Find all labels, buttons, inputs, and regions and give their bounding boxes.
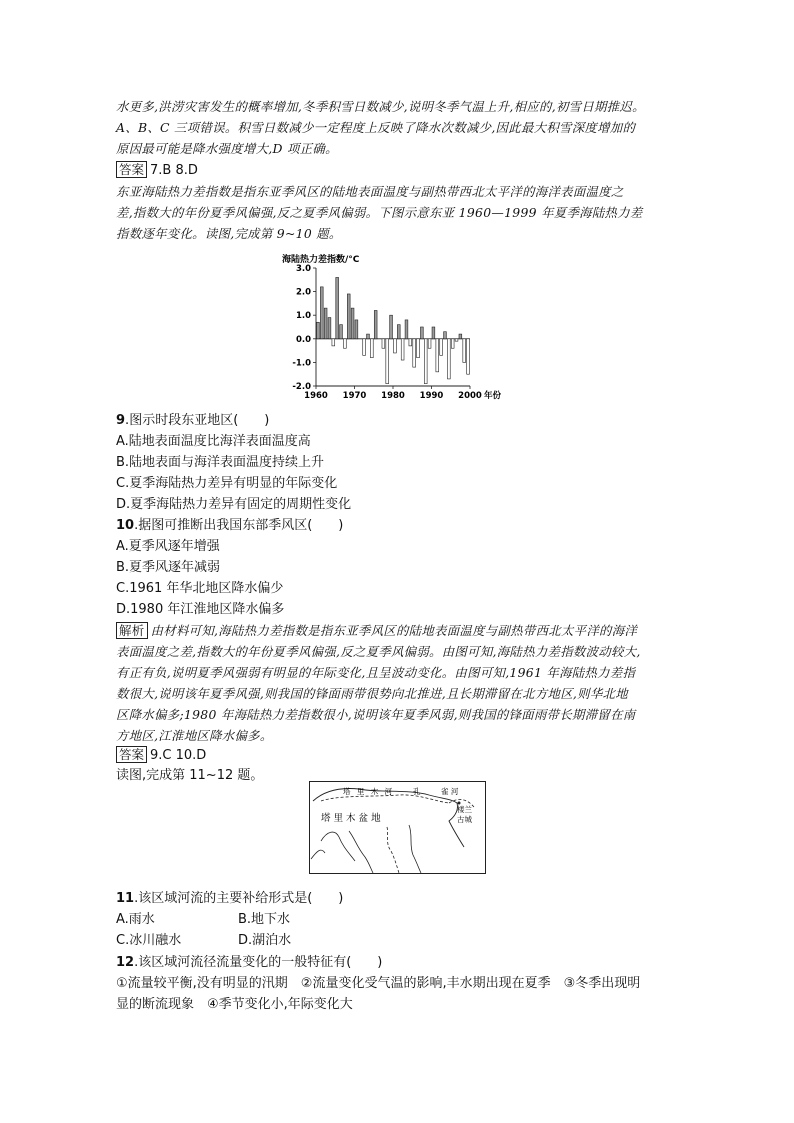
bar-chart (270, 250, 510, 402)
question-12: 12.该区域河流径流量变化的一般特征有( ) ①流量较平衡,没有明显的汛期 ②流量变化受气温的影响,丰水期出现在夏季 ③冬季出现明 显的断流现象 ④季节变化小,年际变化大 (116, 952, 682, 1015)
text-line: 差,指数大的年份夏季风偏强,反之夏季风偏弱。下图示意东亚 1960—1999 年夏季海陆热力差 (116, 205, 643, 220)
option-a: A.陆地表面温度比海洋表面温度高 (116, 434, 311, 449)
answer-text: 7.B 8.D (150, 163, 198, 178)
x-tick-label: 1980 (381, 391, 405, 401)
option-d: D.湖泊水 (238, 933, 292, 948)
option-d: D.1980 年江淮地区降水偏多 (116, 602, 285, 617)
text-line: A、B、C 三项错误。积雪日数减少一定程度上反映了降水次数减少,因此最大积雪深度增加的 (116, 120, 636, 135)
answer-tag: 答案 (116, 161, 147, 178)
x-tick-label: 2000 (458, 391, 482, 401)
bar-1972 (363, 339, 366, 356)
x-tick-label: 1970 (342, 391, 367, 401)
x-tick-label: 1960 (304, 391, 328, 401)
bar-1960 (317, 322, 320, 339)
statements-line: ①流量较平衡,没有明显的汛期 ②流量变化受气温的影响,丰水期出现在夏季 ③冬季出现明 (116, 976, 641, 991)
option-c: C.冰川融水 (116, 933, 182, 948)
bar-1965 (336, 277, 339, 338)
text-line: 指数逐年变化。读图,完成第 9~10 题。 (116, 226, 342, 241)
bar-1994 (447, 339, 450, 379)
question-10: 10.据图可推断出我国东部季风区( ) A.夏季风逐年增强 B.夏季风逐年减弱 C.1961 年华北地区降水偏少 D.1980 年江淮地区降水偏多 (116, 515, 682, 620)
y-tick-label: 2.0 (295, 287, 311, 298)
bar-1961 (320, 287, 323, 339)
bar-1984 (409, 339, 412, 346)
map-label-kongque-river: 雀 河 (441, 787, 459, 796)
bar-1993 (444, 332, 447, 339)
question-stem: 据图可推断出我国东部季风区( ) (138, 518, 344, 533)
text-line: 水更多,洪涝灾害发生的概率增加,冬季积雪日数减少,说明冬季气温上升,相应的,初雪日期推迟。 (116, 99, 645, 114)
option-b: B.陆地表面与海洋表面温度持续上升 (116, 455, 325, 470)
question-9: 9.图示时段东亚地区( ) A.陆地表面温度比海洋表面温度高 B.陆地表面与海洋表面温度持续上升 C.夏季海陆热力差异有明显的年际变化 D.夏季海陆热力差异有固定的周期性变化 (116, 410, 682, 515)
bar-1989 (428, 339, 431, 348)
bar-1996 (455, 339, 458, 341)
option-a: A.雨水 (116, 912, 155, 927)
bar-1975 (374, 310, 377, 338)
question-stem: 该区域河流的主要补给形式是( ) (138, 891, 344, 906)
bar-1987 (420, 327, 423, 339)
map-label-kongque: 孔 (413, 787, 421, 796)
answer-row (116, 160, 682, 181)
chart-title: 海陆热力差指数/°C (282, 255, 360, 265)
text-line: 有正有负,说明夏季风强弱有明显的年际变化,且呈波动变化。由图可知,1961 年海陆热力差指 (116, 665, 636, 680)
bar-1962 (324, 308, 327, 339)
option-b: B.夏季风逐年减弱 (116, 560, 221, 575)
tarim-basin-map (309, 781, 486, 874)
bar-1973 (367, 334, 370, 339)
bar-1970 (355, 320, 358, 339)
text-line: 由材料可知,海陆热力差指数是指东亚季风区的陆地表面温度与副热带西北太平洋的海洋 (150, 623, 638, 638)
text-line: 原因最可能是降水强度增大,D 项正确。 (116, 141, 338, 156)
option-a: A.夏季风逐年增强 (116, 539, 220, 554)
question-stem: 该区域河流径流量变化的一般特征有( ) (138, 955, 383, 970)
text-line: 区降水偏多;1980 年海陆热力差指数很小,说明该年夏季风弱,则我国的锋面雨带长期滞留在南 (116, 707, 636, 722)
map-label-tarim-river: 塔 里 木 河 (343, 787, 395, 796)
bar-1974 (370, 339, 373, 358)
bar-1969 (351, 308, 354, 339)
option-b: B.地下水 (238, 912, 291, 927)
map-label-basin: 塔 里 木 盆 地 (321, 813, 381, 824)
y-tick-label: 1.0 (295, 311, 311, 322)
bar-1979 (390, 315, 393, 339)
bar-1997 (459, 334, 462, 339)
bar-1966 (340, 325, 343, 339)
bar-1963 (328, 318, 331, 339)
text-line: 数很大,说明该年夏季风强,则我国的锋面雨带很势向北推进,且长期滞留在北方地区,则华北地 (116, 686, 628, 701)
bar-1991 (436, 339, 439, 372)
answer-text: 9.C 10.D (150, 748, 207, 763)
bar-1986 (417, 339, 420, 358)
y-tick-label: -2.0 (292, 382, 311, 392)
x-tick-label: 1990 (419, 391, 444, 401)
option-c: C.夏季海陆热力差异有明显的年际变化 (116, 476, 338, 491)
analysis-tag: 解析 (116, 622, 148, 639)
bar-1985 (413, 339, 416, 367)
bar-1998 (463, 339, 466, 363)
option-c: C.1961 年华北地区降水偏少 (116, 581, 284, 596)
bar-1967 (343, 339, 346, 348)
option-d: D.夏季海陆热力差异有固定的周期性变化 (116, 497, 352, 512)
bar-1992 (440, 339, 443, 356)
bar-1999 (467, 339, 470, 374)
analysis-continuation (116, 96, 682, 159)
bar-1988 (424, 339, 427, 384)
bar-1964 (332, 339, 335, 346)
question-11: 11.该区域河流的主要补给形式是( ) A.雨水 B.地下水 C.冰川融水 D.湖泊水 (116, 888, 682, 951)
y-tick-label: 0.0 (295, 334, 311, 345)
bar-1981 (397, 325, 400, 339)
text-line: 表面温度之差,指数大的年份夏季风偏强,反之夏季风偏弱。由图可知,海陆热力差指数波动较大, (116, 644, 641, 659)
question-number: 10 (116, 518, 135, 533)
question-number: 9 (116, 413, 126, 428)
answer-tag: 答案 (116, 746, 147, 763)
question-number: 12 (116, 955, 135, 970)
question-intro-2: 读图,完成第 11~12 题。 (116, 768, 264, 783)
question-stem: 图示时段东亚地区( ) (129, 413, 270, 428)
answer-row (116, 745, 682, 766)
bar-1982 (401, 339, 404, 360)
bar-1983 (405, 320, 408, 339)
text-line: 东亚海陆热力差指数是指东亚季风区的陆地表面温度与副热带西北太平洋的海洋表面温度之 (116, 184, 624, 199)
bar-1990 (432, 327, 435, 339)
bar-1978 (386, 339, 389, 384)
analysis-block (116, 620, 682, 746)
bar-1977 (382, 339, 385, 348)
x-axis-label: 年份 (484, 391, 502, 401)
bar-1995 (451, 339, 454, 348)
bar-1980 (394, 339, 397, 353)
question-number: 11 (116, 891, 135, 906)
y-tick-label: -1.0 (292, 358, 311, 369)
bar-1968 (347, 294, 350, 339)
text-line: 方地区,江淮地区降水偏多。 (116, 728, 273, 743)
y-tick-label: 3.0 (295, 264, 311, 274)
question-intro (116, 181, 682, 244)
statements-line: 显的断流现象 ④季节变化小,年际变化大 (116, 997, 353, 1012)
map-label-loulan: 楼兰 (457, 805, 472, 814)
map-label-gucheng: 古城 (457, 815, 472, 824)
